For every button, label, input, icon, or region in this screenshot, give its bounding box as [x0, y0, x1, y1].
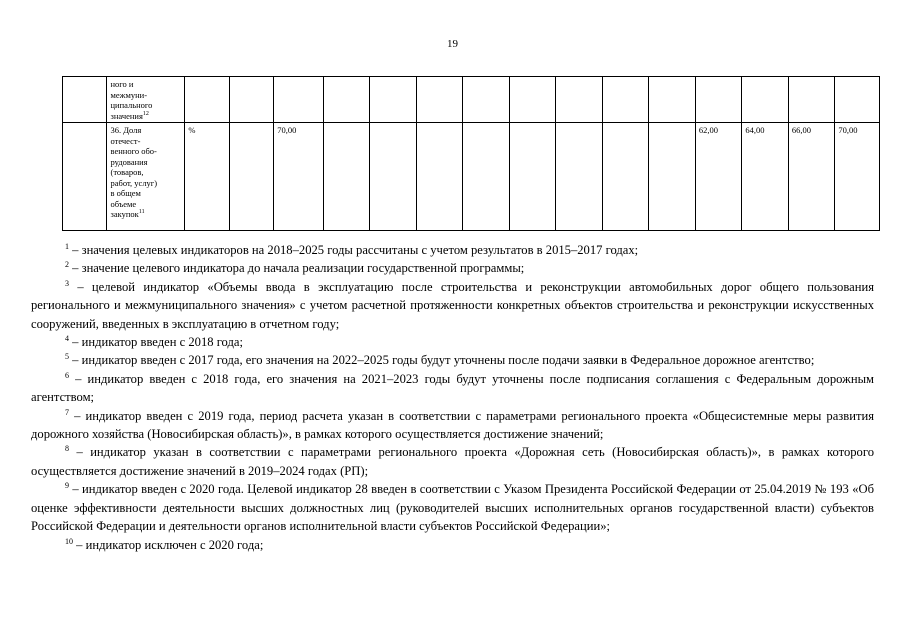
value-cell — [323, 123, 370, 231]
value-cell — [416, 77, 463, 123]
footnote-text: – значение целевого индикатора до начала реализации государственной программы; — [69, 261, 525, 276]
footnote — [31, 480, 874, 535]
value-cell — [602, 123, 649, 231]
footnote — [31, 278, 874, 333]
footnote-number: 1 — [65, 242, 69, 251]
indicator-name: ного и межмуни- ципального значения — [110, 79, 153, 121]
footnote — [31, 370, 874, 407]
footnote-text: – индикатор введен с 2020 года. Целевой индикатор 28 введен в соответствии с Указом Президента Российской Федерации от 25.04.2019 № 193 «Об оценке эффективности деятельности высших должностных лиц (руководителей высших исполнительных органов государственной власти) субъектов Российской Федерации и деятельности органов исполнительной власти субъектов Российской Федерации»; — [31, 482, 874, 534]
footnote-text: – индикатор указан в соответствии с параметрами регионального проекта «Дорожная сеть (Новосибирская область)», в рамках которого осуществляется достижение значений в 2019–2024 годах (РП); — [31, 445, 874, 478]
table-row — [63, 123, 880, 231]
table-cell-blank — [63, 123, 107, 231]
value-cell — [463, 123, 510, 231]
value-cell — [463, 77, 510, 123]
footnote-text: – индикатор введен с 2018 года; — [69, 335, 243, 350]
value-cell — [556, 123, 603, 231]
value-cell — [370, 123, 417, 231]
indicator-table — [62, 76, 880, 231]
table-cell-blank — [63, 77, 107, 123]
value-cell: 62,00 — [695, 123, 742, 231]
footnote — [31, 443, 874, 480]
value-cell — [649, 123, 696, 231]
page-number: 19 — [447, 38, 458, 50]
unit-cell — [185, 77, 229, 123]
value-cell — [649, 77, 696, 123]
value-cell — [788, 77, 835, 123]
value-cell — [370, 77, 417, 123]
footnote-number: 5 — [65, 352, 69, 362]
indicator-name-cell — [107, 77, 185, 123]
footnote-number: 10 — [65, 536, 73, 546]
value-cell — [835, 77, 880, 123]
value-cell — [742, 77, 789, 123]
value-cell: 66,00 — [788, 123, 835, 231]
footnote-ref: 12 — [142, 110, 149, 117]
value-cell: 70,00 — [274, 123, 324, 231]
value-cell — [229, 77, 273, 123]
footnote-text: – значения целевых индикаторов на 2018–2025 годы рассчитаны с учетом результатов в 2015–2017 годах; — [69, 243, 639, 257]
footnote — [31, 333, 874, 351]
value-cell — [509, 77, 556, 123]
value-cell — [416, 123, 463, 231]
value-cell — [509, 123, 556, 231]
value-cell — [274, 77, 324, 123]
footnote-number: 2 — [65, 260, 69, 270]
footnote — [31, 241, 874, 259]
footnote-number: 4 — [65, 334, 69, 344]
value-cell — [556, 77, 603, 123]
footnote-text: – индикатор введен с 2019 года, период расчета указан в соответствии с параметрами регионального проекта «Общесистемные меры развития дорожного хозяйства (Новосибирская область)», в рамках которого осуществляется достижение значений; — [31, 408, 874, 442]
footnote — [31, 259, 874, 277]
table-row — [63, 77, 880, 123]
footnote-text: – индикатор введен с 2017 года, его значения на 2022–2025 годы будут уточнены после подачи заявки в Федеральное дорожное агентство; — [69, 353, 815, 368]
footnote-number: 7 — [65, 407, 69, 417]
footnote — [31, 407, 874, 444]
indicator-name: 36. Доля отечест- венного обо- рудования (товаров, работ, услуг) в общем объеме закупок — [110, 125, 158, 219]
value-cell — [602, 77, 649, 123]
footnote-text: – индикатор введен с 2018 года, его значения на 2021–2023 годы будут уточнены после подписания соглашения с Федеральным дорожным агентством; — [31, 371, 874, 405]
indicator-name-cell — [107, 123, 185, 231]
footnote-number: 8 — [65, 444, 69, 454]
footnote-number: 3 — [65, 278, 69, 288]
footnote-text: – индикатор исключен с 2020 года; — [73, 537, 264, 552]
footnote-number: 6 — [65, 370, 69, 380]
value-cell — [323, 77, 370, 123]
footnote-text: – целевой индикатор «Объемы ввода в эксплуатацию после строительства и реконструкции автомобильных дорог общего пользования регионального и межмуниципального значения» с учетом расчетной протяженности конкретных объектов строительства и реконструкции искусственных сооружений, введенных в эксплуатацию в отчетном году; — [31, 279, 874, 331]
footnote — [31, 351, 874, 369]
unit-cell: % — [185, 123, 229, 231]
footnotes — [31, 241, 874, 554]
value-cell — [695, 77, 742, 123]
footnote-ref: 11 — [138, 209, 145, 216]
footnote — [31, 536, 874, 554]
value-cell — [229, 123, 273, 231]
footnote-number: 9 — [65, 481, 69, 491]
value-cell: 64,00 — [742, 123, 789, 231]
value-cell: 70,00 — [835, 123, 880, 231]
